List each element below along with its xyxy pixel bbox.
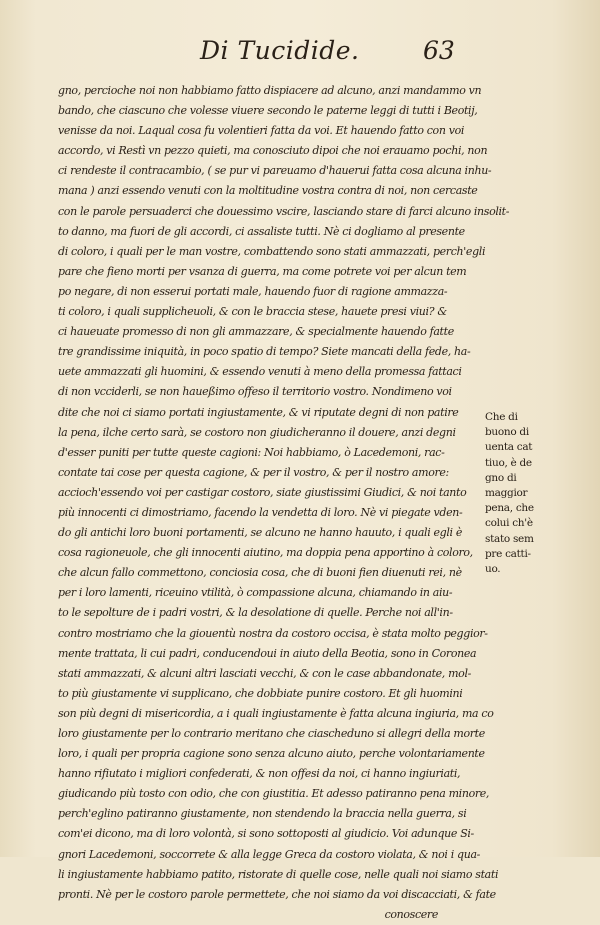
- text-line: contate tai cose per questa cagione, & per il vostro, & per il nostro amore:: [58, 465, 449, 479]
- margin-note-line: buono di: [485, 426, 529, 439]
- text-line: loro giustamente per lo contrario meritano che ciascheduno si allegri della morte: [58, 727, 485, 740]
- margin-note-line: uenta cat: [485, 441, 533, 454]
- text-line: cosa ragioneuole, che gli innocenti aiutino, ma doppia pena apportino à coloro,: [58, 546, 473, 560]
- running-head: Di Tucidide.: [200, 36, 360, 65]
- page-number: 63: [423, 36, 455, 65]
- text-line: do gli antichi loro buoni portamenti, se alcuno ne hanno hauuto, i quali egli è: [58, 526, 463, 540]
- text-line: pare che fieno morti per vsanza di guerra, ma come potrete voi per alcun tem: [58, 264, 467, 278]
- text-line: conoscere: [384, 907, 438, 921]
- margin-note-line: pre catti-: [485, 547, 531, 560]
- text-line: che alcun fallo commettono, conciosia cosa, che di buoni fien diuenuti rei, nè: [58, 566, 462, 580]
- text-line: to le sepolture de i padri vostri, & la desolatione di quelle. Perche noi all'in-: [58, 606, 453, 620]
- text-line: dite che noi ci siamo portati ingiustamente, & vi riputate degni di non patire: [58, 405, 459, 419]
- text-line: bando, che ciascuno che volesse viuere secondo le paterne leggi di tutti i Beotij,: [58, 104, 478, 118]
- text-line: d'esser puniti per tutte queste cagioni: Noi habbiamo, ò Lacedemoni, rac-: [58, 445, 445, 459]
- text-line: son più degni di misericordia, a i quali ingiustamente è fatta alcuna ingiuria, ma co: [58, 706, 494, 720]
- text-line: più innocenti ci dimostriamo, facendo la vendetta di loro. Nè vi piegate vden-: [58, 505, 463, 519]
- text-line: contro mostriamo che la giouentù nostra da costoro occisa, è stata molto peggior-: [58, 626, 488, 640]
- margin-note-line: stato sem: [485, 532, 534, 545]
- margin-note-line: maggior: [485, 487, 528, 500]
- text-line: venisse da noi. Laqual cosa fu volentieri fatta da voi. Et hauendo fatto con voi: [58, 124, 465, 138]
- text-line: la pena, ilche certo sarà, se costoro non giudicheranno il douere, anzi degni: [58, 425, 456, 439]
- text-line: per i loro lamenti, riceuino vtilità, ò compassione alcuna, chiamando in aiu-: [58, 586, 453, 600]
- text-line: com'ei dicono, ma di loro volontà, si sono sottoposti al giudicio. Voi adunque Si-: [58, 827, 474, 841]
- text-line: to danno, ma fuori de gli accordi, ci assaliste tutti. Nè ci dogliamo al presente: [58, 224, 465, 238]
- text-line: accioch'essendo voi per castigar costoro, siate giustissimi Giudici, & noi tanto: [58, 485, 467, 499]
- margin-note-line: tiuo, è de: [485, 456, 532, 469]
- text-line: po negare, di non esserui portati male, hauendo fuor di ragione ammazza-: [58, 284, 448, 298]
- text-line: stati ammazzati, & alcuni altri lasciati vecchi, & con le case abbandonate, mol-: [58, 666, 471, 680]
- text-line: to più giustamente vi supplicano, che dobbiate punire costoro. Et gli huomini: [58, 686, 463, 700]
- text-line: accordo, vi Restì vn pezzo quieti, ma conosciuto dipoi che noi erauamo pochi, non: [58, 144, 488, 158]
- text-line: uete ammazzati gli huomini, & essendo venuti à meno della promessa fattaci: [58, 365, 462, 379]
- margin-note: [485, 410, 560, 577]
- text-line: ci rendeste il contracambio, ( se pur vi pareuamo d'hauerui fatta cosa alcuna inhu-: [58, 164, 492, 178]
- margin-note-line: gno di: [485, 471, 517, 484]
- text-line: tre grandissime iniquità, in poco spatio di tempo? Siete mancati della fede, ha-: [58, 345, 471, 359]
- text-line: li ingiustamente habbiamo patito, ristorate di quelle cose, nelle quali noi siamo stati: [58, 867, 499, 881]
- text-line: con le parole persuaderci che douessimo vscire, lasciando stare di farci alcuno insolit-: [58, 204, 510, 218]
- page-header: [0, 34, 600, 74]
- margin-note-line: pena, che: [485, 502, 534, 515]
- text-line: ti coloro, i quali supplicheuoli, & con le braccia stese, hauete presi viui? &: [58, 305, 447, 319]
- text-line: giudicando più tosto con odio, che con giustitia. Et adesso patiranno pena minore,: [58, 787, 490, 801]
- margin-note-line: colui ch'è: [485, 517, 533, 530]
- margin-note-line: uo.: [485, 563, 501, 576]
- text-line: hanno rifiutato i migliori confederati, & non offesi da noi, ci hanno ingiuriati,: [58, 767, 461, 781]
- margin-note-line: Che di: [485, 411, 518, 423]
- text-line: di non vcciderli, se non haueßimo offeso il territorio vostro. Nondimeno voi: [58, 385, 452, 399]
- text-line: loro, i quali per propria cagione sono senza alcuno aiuto, perche volontariamente: [58, 747, 485, 761]
- text-line: di coloro, i quali per le man vostre, combattendo sono stati ammazzati, perch'egli: [58, 244, 486, 258]
- text-line: gno, percioche noi non habbiamo fatto dispiacere ad alcuno, anzi mandammo vn: [58, 84, 482, 97]
- text-line: gnori Lacedemoni, soccorrete & alla legge Greca da costoro violata, & noi i qua-: [58, 847, 481, 861]
- text-line: perch'eglino patiranno giustamente, non stendendo la braccia nella guerra, si: [58, 807, 467, 821]
- text-line: mana ) anzi essendo venuti con la moltitudine vostra contra di noi, non cercaste: [58, 184, 478, 198]
- text-line: ci haueuate promesso di non gli ammazzare, & specialmente hauendo fatte: [58, 325, 454, 339]
- text-line: mente trattata, li cui padri, conducendoui in aiuto della Beotia, sono in Coronea: [58, 646, 477, 660]
- text-line: pronti. Nè per le costoro parole permettete, che noi siamo da voi discacciati, & fate: [58, 887, 496, 901]
